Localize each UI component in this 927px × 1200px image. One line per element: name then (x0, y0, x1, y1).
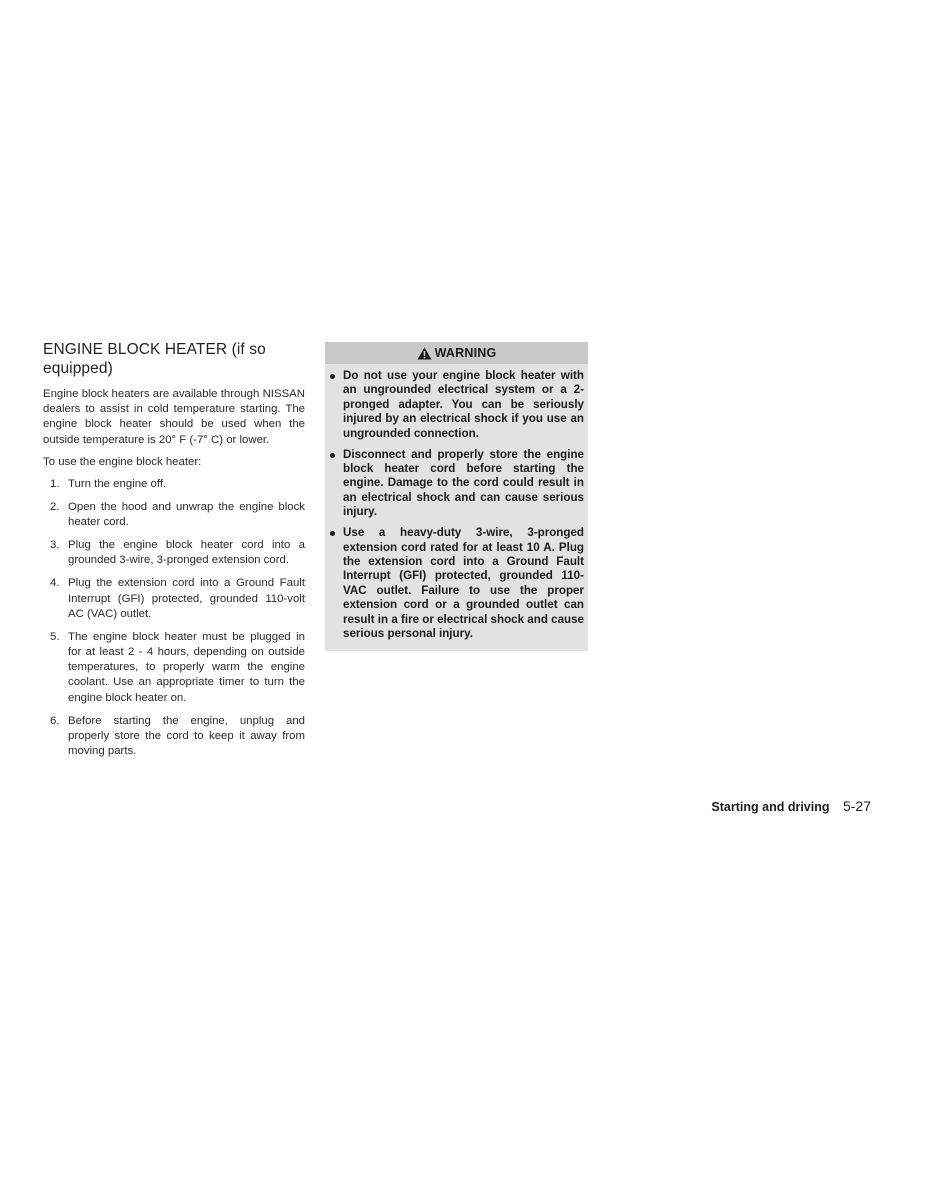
step-number: 2. (50, 501, 60, 514)
bullet-icon (330, 531, 335, 536)
step-number: 1. (50, 478, 60, 491)
step-item (43, 538, 305, 568)
warning-item (329, 526, 584, 641)
step-number: 4. (50, 577, 60, 590)
section-title: ENGINE BLOCK HEATER (if so equipped) (43, 341, 266, 377)
step-item (43, 630, 305, 706)
warning-triangle-icon (417, 347, 432, 360)
warning-text: Disconnect and properly store the engine block heater cord before starting the engine. Damage to the cord could result in an electrical shock and can cause serious injury. (343, 447, 584, 519)
warning-item (329, 448, 584, 520)
page-footer (711, 798, 871, 814)
warning-list (325, 364, 588, 642)
warning-title: WARNING (434, 346, 497, 360)
page-number: 5-27 (842, 798, 871, 814)
step-text: The engine block heater must be plugged in for at least 2 - 4 hours, depending on outside temperatures, to properly warm the engine coolant. Use an appropriate timer to turn the engine block heater on. (68, 630, 305, 704)
engine-block-heater-section (43, 340, 305, 767)
bullet-icon (330, 374, 335, 379)
step-number: 3. (50, 539, 60, 552)
warning-box (325, 342, 588, 651)
warning-header (325, 342, 588, 364)
step-item (43, 477, 305, 492)
step-number: 5. (50, 630, 60, 643)
step-text: Plug the engine block heater cord into a grounded 3-wire, 3-pronged extension cord. (68, 539, 305, 567)
step-number: 6. (50, 714, 60, 727)
steps-list (43, 477, 305, 759)
step-text: Turn the engine off. (68, 478, 167, 491)
step-item (43, 714, 305, 760)
intro-paragraph: Engine block heaters are available through NISSAN dealers to assist in cold temperature starting. The engine block heater should be used when the outside temperature is 20° F (-7° C) or lower. (43, 388, 305, 446)
warning-item (329, 369, 584, 441)
bullet-icon (330, 453, 335, 458)
step-text: Before starting the engine, unplug and properly store the cord to keep it away from moving parts. (68, 714, 305, 758)
steps-lead-text: To use the engine block heater: (43, 455, 202, 468)
step-text: Plug the extension cord into a Ground Fault Interrupt (GFI) protected, grounded 110-volt AC (VAC) outlet. (68, 577, 305, 620)
footer-section-name: Starting and driving (711, 800, 830, 814)
warning-text: Use a heavy-duty 3-wire, 3-pronged extension cord rated for at least 10 A. Plug the extension cord into a Ground Fault Interrupt (GFI) protected, grounded 110-VAC outlet. Failure to use the proper extension cord or a grounded outlet can result in a fire or electrical shock and cause serious personal injury. (343, 526, 584, 641)
step-item (43, 500, 305, 530)
step-text: Open the hood and unwrap the engine block heater cord. (68, 501, 305, 529)
step-item (43, 576, 305, 622)
warning-text: Do not use your engine block heater with an ungrounded electrical system or a 2-pronged adapter. You can be seriously injured by an electrical shock if you use an ungrounded connection. (343, 369, 584, 440)
